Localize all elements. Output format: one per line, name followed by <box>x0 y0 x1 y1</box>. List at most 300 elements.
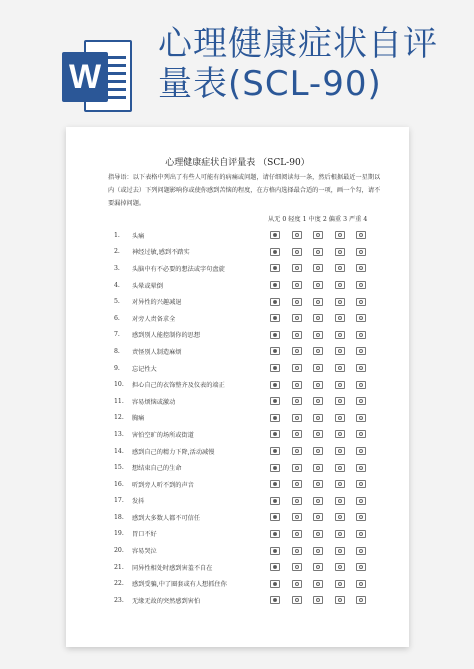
radio-dot-icon <box>338 466 342 470</box>
rating-checkbox-0[interactable] <box>270 579 292 589</box>
checkbox-box <box>270 430 280 438</box>
rating-checkbox-1[interactable] <box>292 546 314 556</box>
checkbox-box <box>270 497 280 505</box>
rating-checkbox-4[interactable] <box>356 330 378 340</box>
rating-checkbox-3[interactable] <box>335 247 357 257</box>
item-text: 发抖 <box>132 498 145 506</box>
rating-checkbox-0[interactable] <box>270 346 292 356</box>
rating-checkbox-1[interactable] <box>292 230 314 240</box>
rating-checkbox-1[interactable] <box>292 463 314 473</box>
item-text: 忘记性大 <box>132 365 157 373</box>
rating-checkbox-4[interactable] <box>356 512 378 522</box>
rating-checkbox-2[interactable] <box>313 446 335 456</box>
checkbox-box <box>313 530 323 538</box>
rating-checkbox-0[interactable] <box>270 297 292 307</box>
radio-dot-icon <box>295 549 299 553</box>
radio-dot-icon <box>273 383 277 387</box>
checkbox-box <box>292 414 302 422</box>
radio-dot-icon <box>316 366 320 370</box>
radio-dot-icon <box>295 466 299 470</box>
rating-checkbox-2[interactable] <box>313 479 335 489</box>
rating-checkbox-1[interactable] <box>292 346 314 356</box>
radio-dot-icon <box>359 482 363 486</box>
radio-dot-icon <box>295 283 299 287</box>
radio-dot-icon <box>295 449 299 453</box>
radio-dot-icon <box>359 383 363 387</box>
radio-dot-icon <box>295 416 299 420</box>
checkbox-box <box>313 264 323 272</box>
radio-dot-icon <box>359 515 363 519</box>
radio-dot-icon <box>338 233 342 237</box>
rating-checkbox-3[interactable] <box>335 313 357 323</box>
checkbox-box <box>292 547 302 555</box>
rating-checkbox-2[interactable] <box>313 346 335 356</box>
checkbox-box <box>313 298 323 306</box>
rating-checkbox-3[interactable] <box>335 479 357 489</box>
questionnaire-row <box>114 293 404 310</box>
rating-checkbox-2[interactable] <box>313 230 335 240</box>
rating-checkbox-0[interactable] <box>270 446 292 456</box>
questionnaire-row <box>114 575 404 592</box>
rating-checkbox-1[interactable] <box>292 280 314 290</box>
rating-checkbox-2[interactable] <box>313 297 335 307</box>
checkbox-box <box>270 596 280 604</box>
rating-checkbox-3[interactable] <box>335 546 357 556</box>
checkbox-box <box>270 397 280 405</box>
rating-checkbox-4[interactable] <box>356 496 378 506</box>
checkbox-box <box>292 347 302 355</box>
radio-dot-icon <box>359 283 363 287</box>
checkbox-box <box>292 447 302 455</box>
rating-checkbox-2[interactable] <box>313 496 335 506</box>
rating-checkbox-3[interactable] <box>335 280 357 290</box>
radio-dot-icon <box>338 449 342 453</box>
item-number: 12. <box>114 414 124 422</box>
rating-checkbox-2[interactable] <box>313 263 335 273</box>
rating-options <box>270 247 378 257</box>
radio-dot-icon <box>359 532 363 536</box>
checkbox-box <box>313 547 323 555</box>
item-text: 无缘无故的突然感到害怕 <box>132 597 201 605</box>
questionnaire-row <box>114 559 404 576</box>
checkbox-box <box>356 447 366 455</box>
radio-dot-icon <box>316 283 320 287</box>
rating-checkbox-0[interactable] <box>270 247 292 257</box>
questionnaire-row <box>114 493 404 510</box>
rating-checkbox-0[interactable] <box>270 546 292 556</box>
rating-checkbox-3[interactable] <box>335 413 357 423</box>
rating-checkbox-2[interactable] <box>313 562 335 572</box>
rating-checkbox-1[interactable] <box>292 263 314 273</box>
radio-dot-icon <box>316 515 320 519</box>
checkbox-box <box>313 580 323 588</box>
rating-checkbox-0[interactable] <box>270 496 292 506</box>
checkbox-box <box>292 464 302 472</box>
radio-dot-icon <box>316 466 320 470</box>
radio-dot-icon <box>316 532 320 536</box>
rating-checkbox-4[interactable] <box>356 396 378 406</box>
rating-checkbox-3[interactable] <box>335 330 357 340</box>
item-text: 感到别人能控制你的思想 <box>132 332 201 340</box>
radio-dot-icon <box>316 333 320 337</box>
item-number: 16. <box>114 480 124 488</box>
rating-checkbox-3[interactable] <box>335 595 357 605</box>
rating-checkbox-1[interactable] <box>292 562 314 572</box>
checkbox-box <box>313 381 323 389</box>
checkbox-box <box>335 414 345 422</box>
rating-checkbox-4[interactable] <box>356 280 378 290</box>
radio-dot-icon <box>295 266 299 270</box>
rating-checkbox-3[interactable] <box>335 346 357 356</box>
questionnaire-row <box>114 410 404 427</box>
radio-dot-icon <box>295 582 299 586</box>
item-number: 23. <box>114 596 124 604</box>
checkbox-box <box>270 347 280 355</box>
rating-checkbox-0[interactable] <box>270 529 292 539</box>
radio-dot-icon <box>359 349 363 353</box>
rating-options <box>270 529 378 539</box>
item-number: 18. <box>114 513 124 521</box>
item-text: 容易烦恼或激动 <box>132 398 176 406</box>
questionnaire-row <box>114 277 404 294</box>
rating-options <box>270 297 378 307</box>
rating-options <box>270 512 378 522</box>
rating-checkbox-2[interactable] <box>313 429 335 439</box>
radio-dot-icon <box>338 383 342 387</box>
radio-dot-icon <box>359 432 363 436</box>
item-number: 13. <box>114 430 124 438</box>
radio-dot-icon <box>316 565 320 569</box>
rating-checkbox-3[interactable] <box>335 263 357 273</box>
rating-checkbox-4[interactable] <box>356 546 378 556</box>
radio-dot-icon <box>338 333 342 337</box>
radio-dot-icon <box>359 598 363 602</box>
item-text: 感到大多数人都不可信任 <box>132 514 201 522</box>
questionnaire-items <box>114 227 404 609</box>
rating-checkbox-0[interactable] <box>270 313 292 323</box>
checkbox-box <box>292 231 302 239</box>
checkbox-box <box>270 381 280 389</box>
rating-checkbox-0[interactable] <box>270 512 292 522</box>
rating-options <box>270 579 378 589</box>
item-number: 10. <box>114 381 124 389</box>
rating-checkbox-2[interactable] <box>313 313 335 323</box>
radio-dot-icon <box>273 466 277 470</box>
rating-checkbox-2[interactable] <box>313 396 335 406</box>
checkbox-box <box>292 430 302 438</box>
radio-dot-icon <box>316 598 320 602</box>
questionnaire-row <box>114 542 404 559</box>
checkbox-box <box>356 314 366 322</box>
rating-checkbox-3[interactable] <box>335 463 357 473</box>
checkbox-box <box>356 364 366 372</box>
rating-checkbox-1[interactable] <box>292 363 314 373</box>
radio-dot-icon <box>273 399 277 403</box>
rating-checkbox-4[interactable] <box>356 579 378 589</box>
rating-checkbox-4[interactable] <box>356 313 378 323</box>
rating-checkbox-4[interactable] <box>356 380 378 390</box>
rating-checkbox-2[interactable] <box>313 579 335 589</box>
checkbox-box <box>356 281 366 289</box>
rating-checkbox-2[interactable] <box>313 330 335 340</box>
radio-dot-icon <box>316 266 320 270</box>
rating-checkbox-2[interactable] <box>313 413 335 423</box>
rating-options <box>270 446 378 456</box>
radio-dot-icon <box>316 316 320 320</box>
radio-dot-icon <box>295 233 299 237</box>
rating-checkbox-2[interactable] <box>313 595 335 605</box>
checkbox-box <box>292 596 302 604</box>
rating-checkbox-1[interactable] <box>292 579 314 589</box>
checkbox-box <box>270 314 280 322</box>
item-text: 责怪别人制造麻烦 <box>132 348 182 356</box>
instructions-text: 指导语：以下表格中列出了有些人可能有的病痛或问题，请仔细阅读每一条，然后根据最近一星期以内（或过去）下列问题影响你或使你感到苦恼的程度，在方格内选择最合适的一项，画一个勾，请不要漏掉问题。 <box>108 174 381 207</box>
questionnaire-row <box>114 376 404 393</box>
rating-checkbox-2[interactable] <box>313 546 335 556</box>
title-line-2: 量表(SCL-90) <box>158 64 382 104</box>
radio-dot-icon <box>359 250 363 254</box>
checkbox-box <box>292 563 302 571</box>
rating-checkbox-2[interactable] <box>313 380 335 390</box>
rating-checkbox-0[interactable] <box>270 595 292 605</box>
rating-checkbox-3[interactable] <box>335 363 357 373</box>
checkbox-box <box>356 464 366 472</box>
radio-dot-icon <box>316 416 320 420</box>
rating-checkbox-3[interactable] <box>335 230 357 240</box>
rating-checkbox-3[interactable] <box>335 380 357 390</box>
radio-dot-icon <box>316 549 320 553</box>
radio-dot-icon <box>295 333 299 337</box>
rating-options <box>270 429 378 439</box>
rating-checkbox-3[interactable] <box>335 297 357 307</box>
checkbox-box <box>335 381 345 389</box>
rating-checkbox-4[interactable] <box>356 529 378 539</box>
rating-checkbox-3[interactable] <box>335 446 357 456</box>
rating-checkbox-0[interactable] <box>270 280 292 290</box>
rating-checkbox-2[interactable] <box>313 463 335 473</box>
rating-checkbox-1[interactable] <box>292 396 314 406</box>
radio-dot-icon <box>359 499 363 503</box>
questionnaire-row <box>114 227 404 244</box>
checkbox-box <box>335 480 345 488</box>
checkbox-box <box>292 381 302 389</box>
rating-checkbox-2[interactable] <box>313 247 335 257</box>
questionnaire-row <box>114 310 404 327</box>
item-number: 14. <box>114 447 124 455</box>
questionnaire-row <box>114 327 404 344</box>
rating-checkbox-1[interactable] <box>292 512 314 522</box>
rating-checkbox-4[interactable] <box>356 346 378 356</box>
rating-checkbox-3[interactable] <box>335 496 357 506</box>
rating-checkbox-1[interactable] <box>292 529 314 539</box>
checkbox-box <box>313 497 323 505</box>
rating-checkbox-0[interactable] <box>270 363 292 373</box>
checkbox-box <box>313 231 323 239</box>
checkbox-box <box>292 497 302 505</box>
rating-checkbox-3[interactable] <box>335 429 357 439</box>
checkbox-box <box>292 397 302 405</box>
rating-checkbox-2[interactable] <box>313 363 335 373</box>
checkbox-box <box>313 364 323 372</box>
checkbox-box <box>356 480 366 488</box>
checkbox-box <box>270 547 280 555</box>
item-text: 胃口不好 <box>132 531 157 539</box>
rating-checkbox-4[interactable] <box>356 446 378 456</box>
rating-checkbox-0[interactable] <box>270 429 292 439</box>
rating-options <box>270 330 378 340</box>
rating-checkbox-1[interactable] <box>292 446 314 456</box>
radio-dot-icon <box>273 598 277 602</box>
rating-checkbox-4[interactable] <box>356 562 378 572</box>
rating-checkbox-3[interactable] <box>335 512 357 522</box>
item-text: 头晕或晕倒 <box>132 282 163 290</box>
item-number: 8. <box>114 347 120 355</box>
checkbox-box <box>335 497 345 505</box>
item-text: 担心自己的衣饰整齐及仪表的端正 <box>132 382 225 390</box>
radio-dot-icon <box>273 283 277 287</box>
radio-dot-icon <box>359 333 363 337</box>
rating-options <box>270 413 378 423</box>
radio-dot-icon <box>359 233 363 237</box>
radio-dot-icon <box>338 366 342 370</box>
rating-scale-header: 从无 0 轻度 1 中度 2 偏重 3 严重 4 <box>268 216 368 223</box>
item-number: 6. <box>114 314 120 322</box>
radio-dot-icon <box>316 449 320 453</box>
checkbox-box <box>292 580 302 588</box>
rating-checkbox-0[interactable] <box>270 413 292 423</box>
item-text: 感到自己的精力下降,活动减慢 <box>132 448 215 456</box>
rating-checkbox-0[interactable] <box>270 396 292 406</box>
rating-checkbox-0[interactable] <box>270 230 292 240</box>
item-text: 对异性的兴趣减退 <box>132 299 182 307</box>
rating-checkbox-1[interactable] <box>292 429 314 439</box>
checkbox-box <box>270 364 280 372</box>
checkbox-box <box>335 347 345 355</box>
rating-checkbox-3[interactable] <box>335 562 357 572</box>
checkbox-box <box>356 347 366 355</box>
questionnaire-row <box>114 443 404 460</box>
rating-checkbox-4[interactable] <box>356 429 378 439</box>
rating-checkbox-1[interactable] <box>292 380 314 390</box>
checkbox-box <box>356 264 366 272</box>
checkbox-box <box>313 563 323 571</box>
rating-checkbox-4[interactable] <box>356 263 378 273</box>
radio-dot-icon <box>273 233 277 237</box>
radio-dot-icon <box>316 432 320 436</box>
rating-checkbox-0[interactable] <box>270 463 292 473</box>
rating-checkbox-4[interactable] <box>356 479 378 489</box>
rating-checkbox-3[interactable] <box>335 579 357 589</box>
radio-dot-icon <box>359 582 363 586</box>
checkbox-box <box>270 331 280 339</box>
item-number: 9. <box>114 364 120 372</box>
rating-checkbox-1[interactable] <box>292 330 314 340</box>
rating-checkbox-4[interactable] <box>356 230 378 240</box>
radio-dot-icon <box>338 532 342 536</box>
checkbox-box <box>292 314 302 322</box>
rating-checkbox-1[interactable] <box>292 413 314 423</box>
radio-dot-icon <box>359 416 363 420</box>
checkbox-box <box>356 563 366 571</box>
rating-checkbox-4[interactable] <box>356 363 378 373</box>
rating-checkbox-0[interactable] <box>270 330 292 340</box>
radio-dot-icon <box>316 582 320 586</box>
radio-dot-icon <box>295 598 299 602</box>
rating-checkbox-1[interactable] <box>292 247 314 257</box>
rating-options <box>270 396 378 406</box>
radio-dot-icon <box>338 432 342 436</box>
checkbox-box <box>313 347 323 355</box>
rating-checkbox-0[interactable] <box>270 479 292 489</box>
radio-dot-icon <box>273 250 277 254</box>
radio-dot-icon <box>273 432 277 436</box>
checkbox-box <box>335 248 345 256</box>
radio-dot-icon <box>273 565 277 569</box>
radio-dot-icon <box>338 283 342 287</box>
rating-checkbox-4[interactable] <box>356 463 378 473</box>
item-number: 3. <box>114 264 120 272</box>
radio-dot-icon <box>295 250 299 254</box>
questionnaire-row <box>114 509 404 526</box>
item-number: 11. <box>114 397 124 405</box>
rating-checkbox-0[interactable] <box>270 380 292 390</box>
radio-dot-icon <box>273 499 277 503</box>
radio-dot-icon <box>295 366 299 370</box>
radio-dot-icon <box>295 399 299 403</box>
questionnaire-row <box>114 360 404 377</box>
rating-checkbox-2[interactable] <box>313 529 335 539</box>
checkbox-box <box>270 563 280 571</box>
checkbox-box <box>292 248 302 256</box>
rating-checkbox-0[interactable] <box>270 562 292 572</box>
rating-checkbox-3[interactable] <box>335 396 357 406</box>
questionnaire-row <box>114 260 404 277</box>
word-document-icon <box>62 34 134 118</box>
radio-dot-icon <box>338 250 342 254</box>
radio-dot-icon <box>338 482 342 486</box>
item-text: 同异性相处时感到害羞不自在 <box>132 564 213 572</box>
checkbox-box <box>356 580 366 588</box>
rating-options <box>270 230 378 240</box>
radio-dot-icon <box>273 515 277 519</box>
rating-checkbox-1[interactable] <box>292 479 314 489</box>
rating-checkbox-4[interactable] <box>356 247 378 257</box>
rating-checkbox-4[interactable] <box>356 595 378 605</box>
checkbox-box <box>292 281 302 289</box>
radio-dot-icon <box>316 383 320 387</box>
rating-checkbox-0[interactable] <box>270 263 292 273</box>
rating-checkbox-3[interactable] <box>335 529 357 539</box>
item-number: 1. <box>114 231 120 239</box>
rating-options <box>270 363 378 373</box>
rating-checkbox-1[interactable] <box>292 595 314 605</box>
radio-dot-icon <box>338 349 342 353</box>
rating-checkbox-1[interactable] <box>292 297 314 307</box>
checkbox-box <box>335 547 345 555</box>
rating-checkbox-2[interactable] <box>313 280 335 290</box>
rating-checkbox-1[interactable] <box>292 313 314 323</box>
checkbox-box <box>335 530 345 538</box>
checkbox-box <box>335 580 345 588</box>
item-text: 害怕空旷的场所或街道 <box>132 431 194 439</box>
rating-checkbox-4[interactable] <box>356 413 378 423</box>
item-text: 头痛 <box>132 232 145 240</box>
item-text: 对旁人责备求全 <box>132 315 176 323</box>
rating-checkbox-4[interactable] <box>356 297 378 307</box>
rating-checkbox-2[interactable] <box>313 512 335 522</box>
checkbox-box <box>313 513 323 521</box>
rating-checkbox-1[interactable] <box>292 496 314 506</box>
